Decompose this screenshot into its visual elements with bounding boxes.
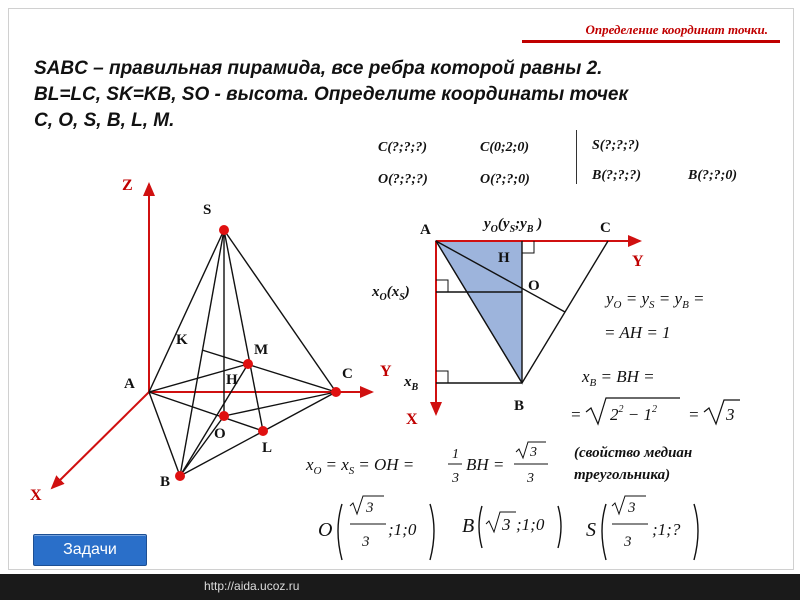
formula-xb-line1: $x_B$ = BH =: [582, 367, 655, 389]
problem-line-1: SABC – правильная пирамида, все ребра которой равны 2.: [34, 58, 603, 79]
step-c-unknown: C(?;?;?): [378, 140, 427, 155]
svg-text:3: 3: [362, 534, 370, 550]
svg-text:;1;?: ;1;?: [652, 520, 681, 539]
svg-text:=: =: [688, 405, 700, 424]
svg-text:22 − 12: $2^2 - 1^2$: [610, 404, 657, 424]
tri-y-axis-label: Y: [632, 253, 644, 270]
label-s: S: [203, 202, 212, 218]
label-b: B: [160, 474, 171, 490]
svg-text:3: 3: [452, 471, 459, 486]
footer-url[interactable]: http://aida.ucoz.ru: [204, 579, 300, 593]
svg-text:O: O: [318, 519, 333, 541]
note-line-1: (свойство медиан: [574, 445, 693, 461]
label-a: A: [124, 376, 135, 392]
step-b-partial: B(?;?;0): [688, 168, 737, 183]
label-o: O: [214, 426, 226, 442]
svg-text:BH =: BH =: [466, 455, 505, 474]
step-c-answer: C(0;2;0): [480, 140, 529, 155]
formula-yo-line1: $y_O = y_S = y_B$ =: [606, 289, 705, 311]
answer-o: [318, 496, 434, 560]
answer-s: [586, 496, 698, 560]
tasks-button[interactable]: Задачи: [33, 534, 147, 566]
svg-text:;1;0: ;1;0: [516, 515, 545, 534]
step-o-unknown: O(?;?;?): [378, 172, 428, 187]
tri-label-h: H: [498, 250, 510, 266]
tri-xo-label: $x_O(x_S)$: [372, 284, 410, 303]
note-line-2: треугольника): [574, 467, 671, 483]
x-axis-label: X: [30, 487, 42, 504]
label-h: H: [226, 372, 238, 388]
formula-xb-line2: [570, 398, 740, 424]
tri-label-a: A: [420, 222, 431, 238]
label-m: M: [254, 342, 269, 358]
median-property-note: [574, 442, 764, 486]
tri-xb-label: $x_B$: [404, 374, 419, 393]
tri-x-axis-label: X: [406, 411, 418, 428]
svg-text:3: 3: [726, 405, 735, 424]
bottom-bar: [0, 574, 800, 600]
svg-text:1: 1: [452, 447, 459, 462]
tri-label-c: C: [600, 220, 611, 236]
svg-text:3: 3: [624, 534, 632, 550]
svg-text:3: 3: [502, 515, 511, 534]
step-s-unknown: S(?;?;?): [592, 138, 640, 153]
svg-text:S: S: [586, 519, 596, 541]
formula-xo: [305, 442, 548, 486]
tri-label-b: B: [514, 398, 525, 414]
slide-header-title: Определение координат точки.: [585, 22, 768, 37]
step-b-unknown: B(?;?;?): [592, 168, 641, 183]
z-axis-label: Z: [122, 177, 133, 194]
answer-b: [462, 506, 561, 548]
label-k: K: [176, 332, 188, 348]
svg-text:3: 3: [530, 445, 537, 460]
svg-text:3: 3: [628, 500, 636, 516]
step-o-partial: O(?;?;0): [480, 172, 530, 187]
tri-yo-label: $y_O(y_S;y_B$ ): [484, 216, 543, 235]
problem-line-3: C, O, S, B, L, M.: [34, 110, 175, 131]
y-axis-label: Y: [380, 363, 392, 380]
svg-text:xO= xS= OH =: $x_O = x_S$ = OH =: [306, 455, 415, 477]
label-l: L: [262, 440, 273, 456]
svg-text:3: 3: [366, 500, 374, 516]
svg-text:B: B: [462, 515, 475, 537]
svg-text:=: =: [570, 405, 582, 424]
tri-label-o: O: [528, 278, 540, 294]
svg-text:3: 3: [527, 471, 534, 486]
svg-text:;1;0: ;1;0: [388, 520, 417, 539]
formula-yo-line2: = AH = 1: [604, 323, 671, 342]
problem-line-2: BL=LC, SK=KB, SO - высота. Определите координаты точек: [34, 84, 629, 105]
label-c: C: [342, 366, 353, 382]
